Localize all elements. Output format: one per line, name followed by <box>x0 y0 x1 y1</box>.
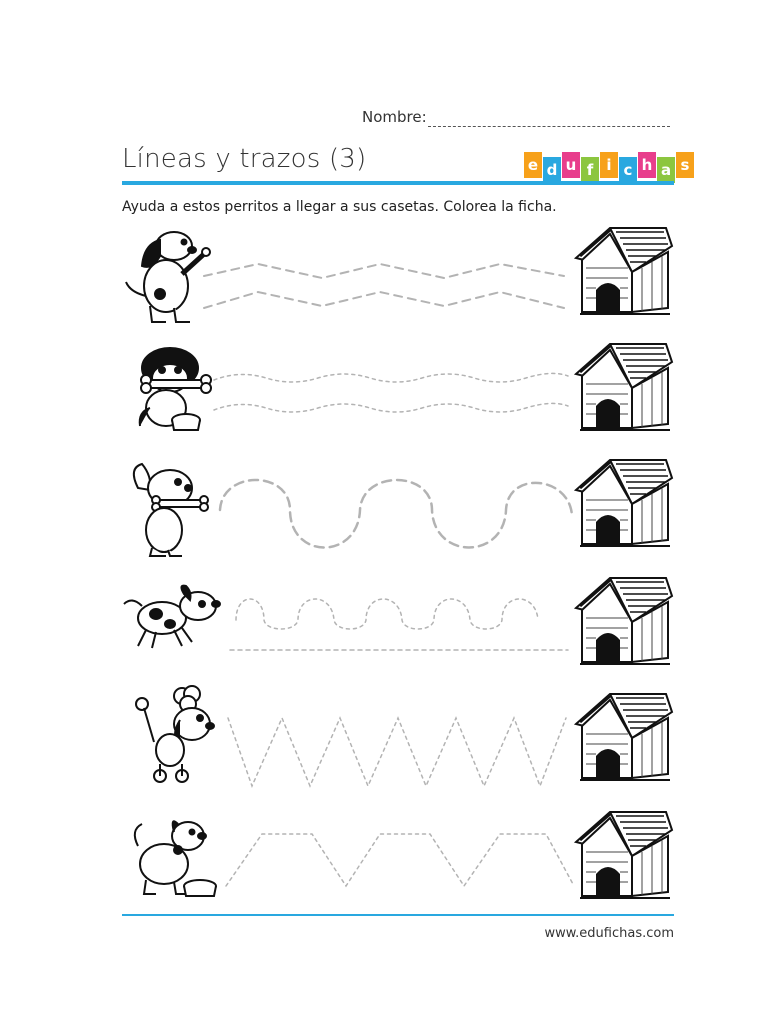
trace-path-row2-a[interactable] <box>214 373 568 382</box>
trace-path-row1-b[interactable] <box>204 292 564 308</box>
logo-letter: f <box>581 157 599 183</box>
doghouse-icon-4 <box>576 578 672 664</box>
logo-letter: h <box>638 152 656 178</box>
doghouse-icon-6 <box>576 812 672 898</box>
trace-path-row5[interactable] <box>228 718 566 786</box>
logo-letter: a <box>657 157 675 183</box>
doghouse-icon-1 <box>576 228 672 314</box>
name-label: Nombre: <box>362 108 427 126</box>
dog-running-icon <box>124 586 220 648</box>
dog-pointing-icon <box>126 232 210 322</box>
trace-path-row6[interactable] <box>226 834 574 886</box>
logo-letter: s <box>676 152 694 178</box>
logo-letter: d <box>543 157 561 183</box>
logo-letter: u <box>562 152 580 178</box>
trace-path-row3[interactable] <box>220 480 572 548</box>
instruction-text: Ayuda a estos perritos a llegar a sus casetas. Colorea la ficha. <box>122 199 557 215</box>
trace-path-row2-b[interactable] <box>214 403 568 412</box>
doghouse-icon-2 <box>576 344 672 430</box>
doghouse-icon-5 <box>576 694 672 780</box>
footer-url[interactable]: www.edufichas.com <box>544 926 674 941</box>
doghouse-icon-3 <box>576 460 672 546</box>
logo-letter: c <box>619 157 637 183</box>
dog-bone-bowl-icon <box>140 348 211 430</box>
dog-bowl-icon <box>135 821 216 896</box>
trace-path-row1-a[interactable] <box>204 264 564 278</box>
logo-letter: e <box>524 152 542 178</box>
poodle-icon <box>136 686 214 782</box>
page-title: Líneas y trazos (3) <box>122 144 367 174</box>
footer-rule <box>122 914 674 916</box>
trace-path-row4-loops[interactable] <box>236 599 538 629</box>
logo-letter: i <box>600 152 618 178</box>
dog-bone-sitting-icon <box>134 464 208 556</box>
